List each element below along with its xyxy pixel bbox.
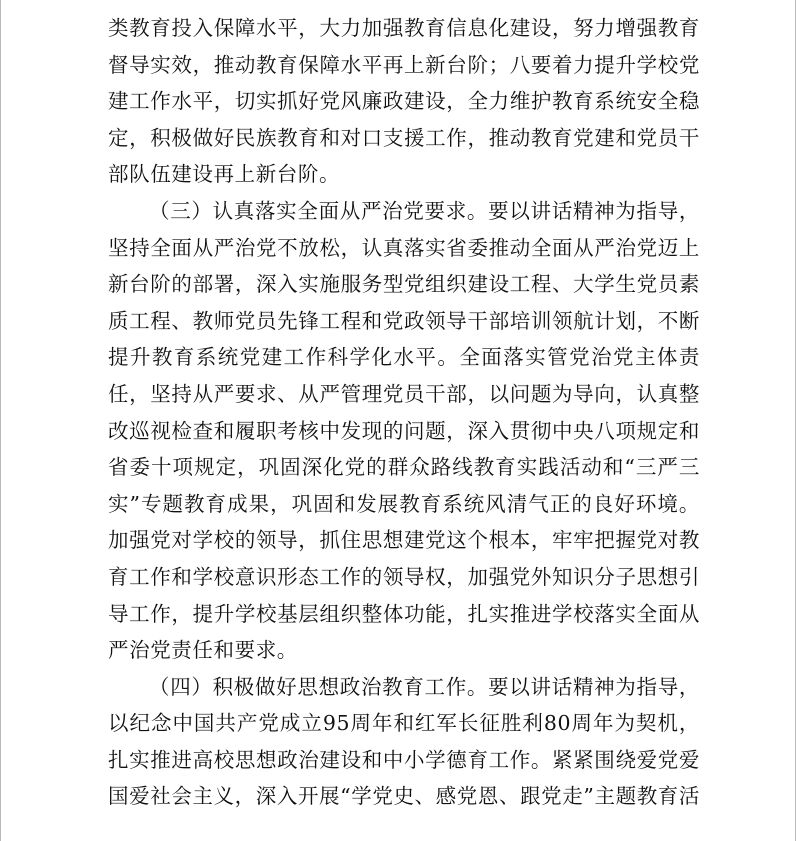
text-line: 任，坚持从严要求、从严管理党员干部，以问题为导向，认真整 (108, 381, 700, 406)
text-line: 督导实效，推动教育保障水平再上新台阶；八要着力提升学校党 (108, 52, 700, 77)
text-line: 扎实推进高校思想政治建设和中小学德育工作。紧紧围绕爱党爱 (108, 747, 700, 772)
text-line: （三）认真落实全面从严治党要求。要以讲话精神为指导， (149, 198, 700, 223)
text-line: 导工作，提升学校基层组织整体功能，扎实推进学校落实全面从 (108, 601, 700, 626)
text-line: 育工作和学校意识形态工作的领导权，加强党外知识分子思想引 (108, 564, 700, 589)
text-line: 部队伍建设再上新台阶。 (108, 162, 341, 187)
text-line: 类教育投入保障水平，大力加强教育信息化建设，努力增强教育 (108, 16, 700, 40)
text-line: 严治党责任和要求。 (108, 638, 298, 663)
text-line: 改巡视检查和履职考核中发现的问题，深入贯彻中央八项规定和 (108, 418, 700, 443)
text-line: 提升教育系统党建工作科学化水平。全面落实管党治党主体责 (108, 345, 700, 370)
text-line: 定，积极做好民族教育和对口支援工作，推动教育党建和党员干 (108, 125, 700, 150)
text-line: （四）积极做好思想政治教育工作。要以讲话精神为指导， (149, 674, 700, 699)
text-line: 国爱社会主义，深入开展“学党史、感党恩、跟党走”主题教育活 (108, 784, 700, 809)
text-line: 实”专题教育成果，巩固和发展教育系统风清气正的良好环境。 (108, 491, 700, 516)
text-line: 质工程、教师党员先锋工程和党政领导干部培训领航计划，不断 (108, 308, 700, 333)
text-line: 以纪念中国共产党成立95周年和红军长征胜利80周年为契机， (108, 711, 700, 736)
text-line: 建工作水平，切实抓好党风廉政建设，全力维护教育系统安全稳 (108, 89, 700, 114)
body-text (108, 10, 700, 815)
text-line: 坚持全面从严治党不放松，认真落实省委推动全面从严治党迈上 (108, 235, 700, 260)
text-line: 省委十项规定，巩固深化党的群众路线教育实践活动和“三严三 (108, 455, 700, 480)
text-line: 新台阶的部署，深入实施服务型党组织建设工程、大学生党员素 (108, 272, 700, 297)
text-line: 加强党对学校的领导，抓住思想建党这个根本，牢牢把握党对教 (108, 528, 700, 553)
